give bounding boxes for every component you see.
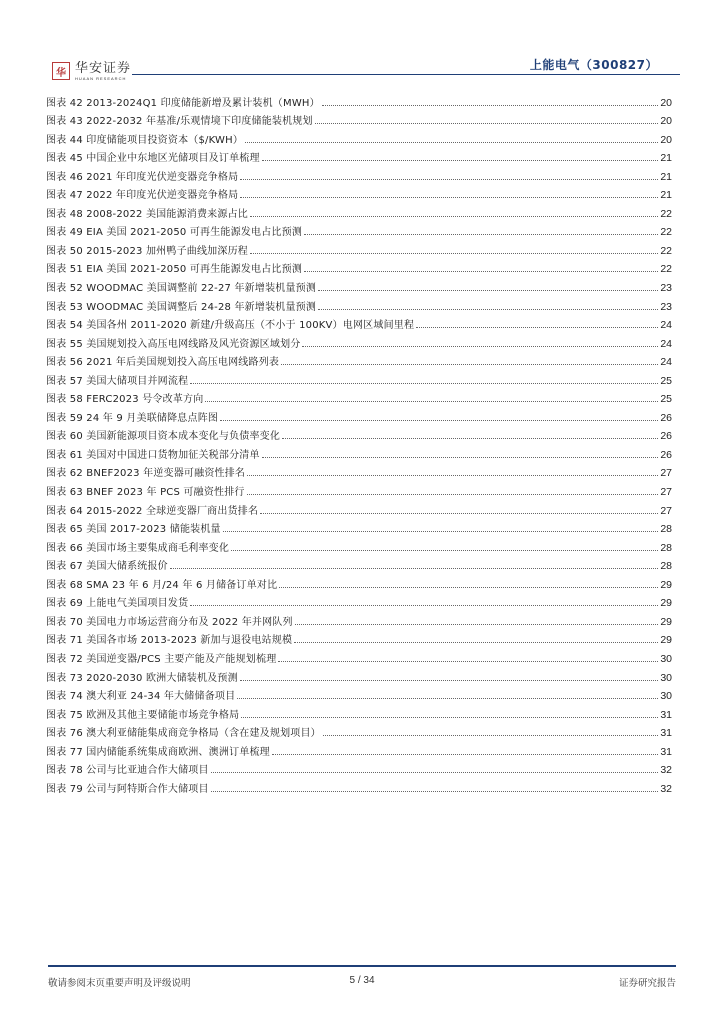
toc-entry-label: 图表 78 公司与比亚迪合作大储项目 [46,765,209,777]
toc-entry[interactable] [46,424,672,443]
toc-leader-dots [231,550,658,551]
toc-entry-page: 21 [660,189,672,202]
toc-leader-dots [260,513,658,514]
toc-entry-label: 图表 73 2020-2030 欧洲大储装机及预测 [46,672,238,684]
toc-entry-label: 图表 70 美国电力市场运营商分布及 2022 年并网队列 [46,616,293,628]
toc-entry[interactable] [46,665,672,684]
toc-entry-page: 23 [660,282,672,295]
toc-entry[interactable] [46,479,672,498]
toc-leader-dots [315,123,659,124]
toc-entry-page: 24 [660,337,672,350]
toc-entry-label: 图表 68 SMA 23 年 6 月/24 年 6 月储备订单对比 [46,579,278,591]
toc-entry-page: 29 [660,597,672,610]
toc-leader-dots [272,754,658,755]
toc-leader-dots [240,197,658,198]
toc-entry-page: 32 [660,782,672,795]
toc-entry-page: 28 [660,560,672,573]
page-header [48,54,680,84]
toc-leader-dots [282,438,658,439]
toc-entry-label: 图表 47 2022 年印度光伏逆变器竞争格局 [46,190,239,202]
footer-disclaimer: 敬请参阅末页重要声明及评级说明 [48,978,191,989]
toc-entry-label: 图表 45 中国企业中东地区光储项目及订单梳理 [46,153,260,165]
toc-entry[interactable] [46,461,672,480]
toc-entry-label: 图表 42 2013-2024Q1 印度储能新增及累计装机（MWH） [46,97,320,109]
toc-entry-label: 图表 75 欧洲及其他主要储能市场竞争格局 [46,709,240,721]
toc-leader-dots [294,642,658,643]
toc-leader-dots [220,420,658,421]
toc-leader-dots [279,587,658,588]
figure-table-of-contents [46,90,672,795]
toc-leader-dots [322,105,658,106]
toc-entry[interactable] [46,257,672,276]
toc-entry-page: 22 [660,263,672,276]
toc-leader-dots [211,772,659,773]
toc-entry[interactable] [46,331,672,350]
toc-entry[interactable] [46,368,672,387]
toc-entry-label: 图表 77 国内储能系统集成商欧洲、澳洲订单梳理 [46,746,270,758]
toc-entry-page: 27 [660,467,672,480]
toc-entry[interactable] [46,591,672,610]
toc-entry-label: 图表 53 WOODMAC 美国调整后 24-28 年新增装机量预测 [46,301,317,313]
toc-entry-label: 图表 52 WOODMAC 美国调整前 22-27 年新增装机量预测 [46,283,317,295]
toc-entry[interactable] [46,387,672,406]
toc-entry-page: 21 [660,152,672,165]
toc-entry-label: 图表 60 美国新能源项目资本成本变化与负债率变化 [46,431,281,443]
toc-entry[interactable] [46,90,672,109]
toc-leader-dots [323,735,658,736]
company-logo [52,62,131,82]
toc-leader-dots [318,309,658,310]
toc-entry-label: 图表 62 BNEF2023 年逆变器可融资性排名 [46,468,246,480]
company-title: 上能电气（300827） [529,58,658,72]
toc-entry-page: 20 [660,133,672,146]
toc-entry-label: 图表 67 美国大储系统报价 [46,561,168,573]
toc-leader-dots [211,791,659,792]
logo-seal-icon: 华 [52,62,70,80]
report-type: 证券研究报告 [618,978,676,989]
toc-entry[interactable] [46,127,672,146]
toc-entry-page: 24 [660,356,672,369]
toc-entry-page: 20 [660,115,672,128]
toc-entry-label: 图表 79 公司与阿特斯合作大储项目 [46,783,209,795]
toc-entry-page: 29 [660,615,672,628]
toc-entry-label: 图表 57 美国大储项目并网流程 [46,375,189,387]
toc-entry-label: 图表 51 EIA 美国 2021-2050 可再生能源发电占比预测 [46,264,303,276]
toc-leader-dots [262,457,659,458]
toc-entry-page: 29 [660,578,672,591]
toc-entry-page: 32 [660,764,672,777]
toc-leader-dots [190,383,658,384]
toc-leader-dots [250,216,658,217]
page-number: 5 / 34 [349,975,375,986]
toc-leader-dots [241,717,658,718]
toc-entry[interactable] [46,721,672,740]
toc-entry-page: 26 [660,448,672,461]
toc-entry[interactable] [46,294,672,313]
toc-entry-page: 28 [660,541,672,554]
toc-entry-page: 25 [660,374,672,387]
toc-entry-label: 图表 61 美国对中国进口货物加征关税部分清单 [46,449,260,461]
toc-entry-label: 图表 63 BNEF 2023 年 PCS 可融资性排行 [46,487,245,499]
toc-entry[interactable] [46,442,672,461]
toc-entry-page: 27 [660,486,672,499]
toc-leader-dots [318,290,658,291]
toc-entry-label: 图表 48 2008-2022 美国能源消费来源占比 [46,208,248,220]
toc-entry-page: 26 [660,411,672,424]
toc-entry-page: 29 [660,634,672,647]
toc-entry-label: 图表 43 2022-2032 年基准/乐观情境下印度储能装机规划 [46,116,313,128]
toc-entry-label: 图表 58 FERC2023 号令改革方向 [46,394,204,406]
toc-entry[interactable] [46,517,672,536]
toc-leader-dots [245,142,658,143]
toc-entry-label: 图表 65 美国 2017-2023 储能装机量 [46,524,221,536]
toc-leader-dots [240,179,658,180]
toc-leader-dots [304,234,658,235]
toc-entry[interactable] [46,275,672,294]
toc-entry[interactable] [46,220,672,239]
toc-entry-label: 图表 59 24 年 9 月美联储降息点阵图 [46,412,219,424]
toc-entry-label: 图表 54 美国各州 2011-2020 新建/升级高压（不小于 100KV）电网区域间里程 [46,320,415,332]
toc-entry-label: 图表 64 2015-2022 全球逆变器厂商出货排名 [46,505,259,517]
toc-leader-dots [262,160,659,161]
toc-entry-page: 31 [660,708,672,721]
toc-entry[interactable] [46,572,672,591]
toc-entry-label: 图表 50 2015-2023 加州鸭子曲线加深历程 [46,245,248,257]
toc-entry-page: 22 [660,244,672,257]
toc-entry-page: 31 [660,727,672,740]
toc-entry[interactable] [46,350,672,369]
toc-entry[interactable] [46,554,672,573]
logo-name-cn: 华安证券 [75,61,132,76]
toc-entry[interactable] [46,776,672,795]
toc-entry[interactable] [46,183,672,202]
toc-entry-label: 图表 74 澳大利亚 24-34 年大储储备项目 [46,691,236,703]
toc-leader-dots [223,531,659,532]
toc-entry-label: 图表 76 澳大利亚储能集成商竞争格局（含在建及规划项目） [46,728,321,740]
toc-entry[interactable] [46,628,672,647]
toc-entry[interactable] [46,535,672,554]
logo-name-en: HUAAN RESEARCH [75,76,127,81]
toc-entry-page: 30 [660,652,672,665]
toc-leader-dots [281,364,658,365]
toc-entry-page: 25 [660,393,672,406]
toc-entry-page: 31 [660,745,672,758]
toc-entry-page: 22 [660,226,672,239]
toc-entry[interactable] [46,146,672,165]
toc-entry[interactable] [46,758,672,777]
toc-leader-dots [295,624,659,625]
toc-entry-page: 24 [660,319,672,332]
toc-entry[interactable] [46,739,672,758]
toc-entry[interactable] [46,702,672,721]
toc-leader-dots [278,661,658,662]
toc-entry[interactable] [46,498,672,517]
toc-leader-dots [205,401,658,402]
toc-entry[interactable] [46,109,672,128]
toc-leader-dots [190,605,658,606]
toc-entry-page: 27 [660,504,672,517]
toc-entry-label: 图表 72 美国逆变器/PCS 主要产能及产能规划梳理 [46,653,277,665]
toc-entry-page: 28 [660,523,672,536]
toc-leader-dots [237,698,658,699]
toc-leader-dots [302,346,658,347]
toc-entry-label: 图表 55 美国规划投入高压电网线路及风光资源区域划分 [46,338,301,350]
toc-entry-page: 30 [660,690,672,703]
toc-entry-label: 图表 46 2021 年印度光伏逆变器竞争格局 [46,171,239,183]
toc-leader-dots [247,494,659,495]
toc-entry-label: 图表 66 美国市场主要集成商毛利率变化 [46,542,230,554]
toc-entry[interactable] [46,684,672,703]
toc-entry-page: 21 [660,170,672,183]
toc-entry[interactable] [46,609,672,628]
toc-entry-label: 图表 71 美国各市场 2013-2023 新加与退役电站规模 [46,635,293,647]
toc-leader-dots [250,253,658,254]
toc-entry-label: 图表 69 上能电气美国项目发货 [46,598,189,610]
toc-entry-page: 20 [660,96,672,109]
toc-entry-label: 图表 56 2021 年后美国规划投入高压电网线路列表 [46,357,280,369]
toc-entry-page: 30 [660,671,672,684]
toc-entry-label: 图表 49 EIA 美国 2021-2050 可再生能源发电占比预测 [46,227,303,239]
toc-entry-label: 图表 44 印度储能项目投资资本（$/KWH） [46,134,244,146]
toc-entry[interactable] [46,646,672,665]
toc-entry-page: 23 [660,300,672,313]
toc-entry[interactable] [46,238,672,257]
toc-entry[interactable] [46,405,672,424]
header-divider [132,74,680,75]
toc-entry[interactable] [46,201,672,220]
toc-leader-dots [304,271,658,272]
footer-divider [48,965,676,967]
toc-leader-dots [416,327,658,328]
toc-entry[interactable] [46,313,672,332]
toc-leader-dots [240,680,659,681]
toc-leader-dots [247,475,658,476]
toc-entry[interactable] [46,164,672,183]
toc-leader-dots [170,568,658,569]
toc-entry-page: 26 [660,430,672,443]
toc-entry-page: 22 [660,207,672,220]
